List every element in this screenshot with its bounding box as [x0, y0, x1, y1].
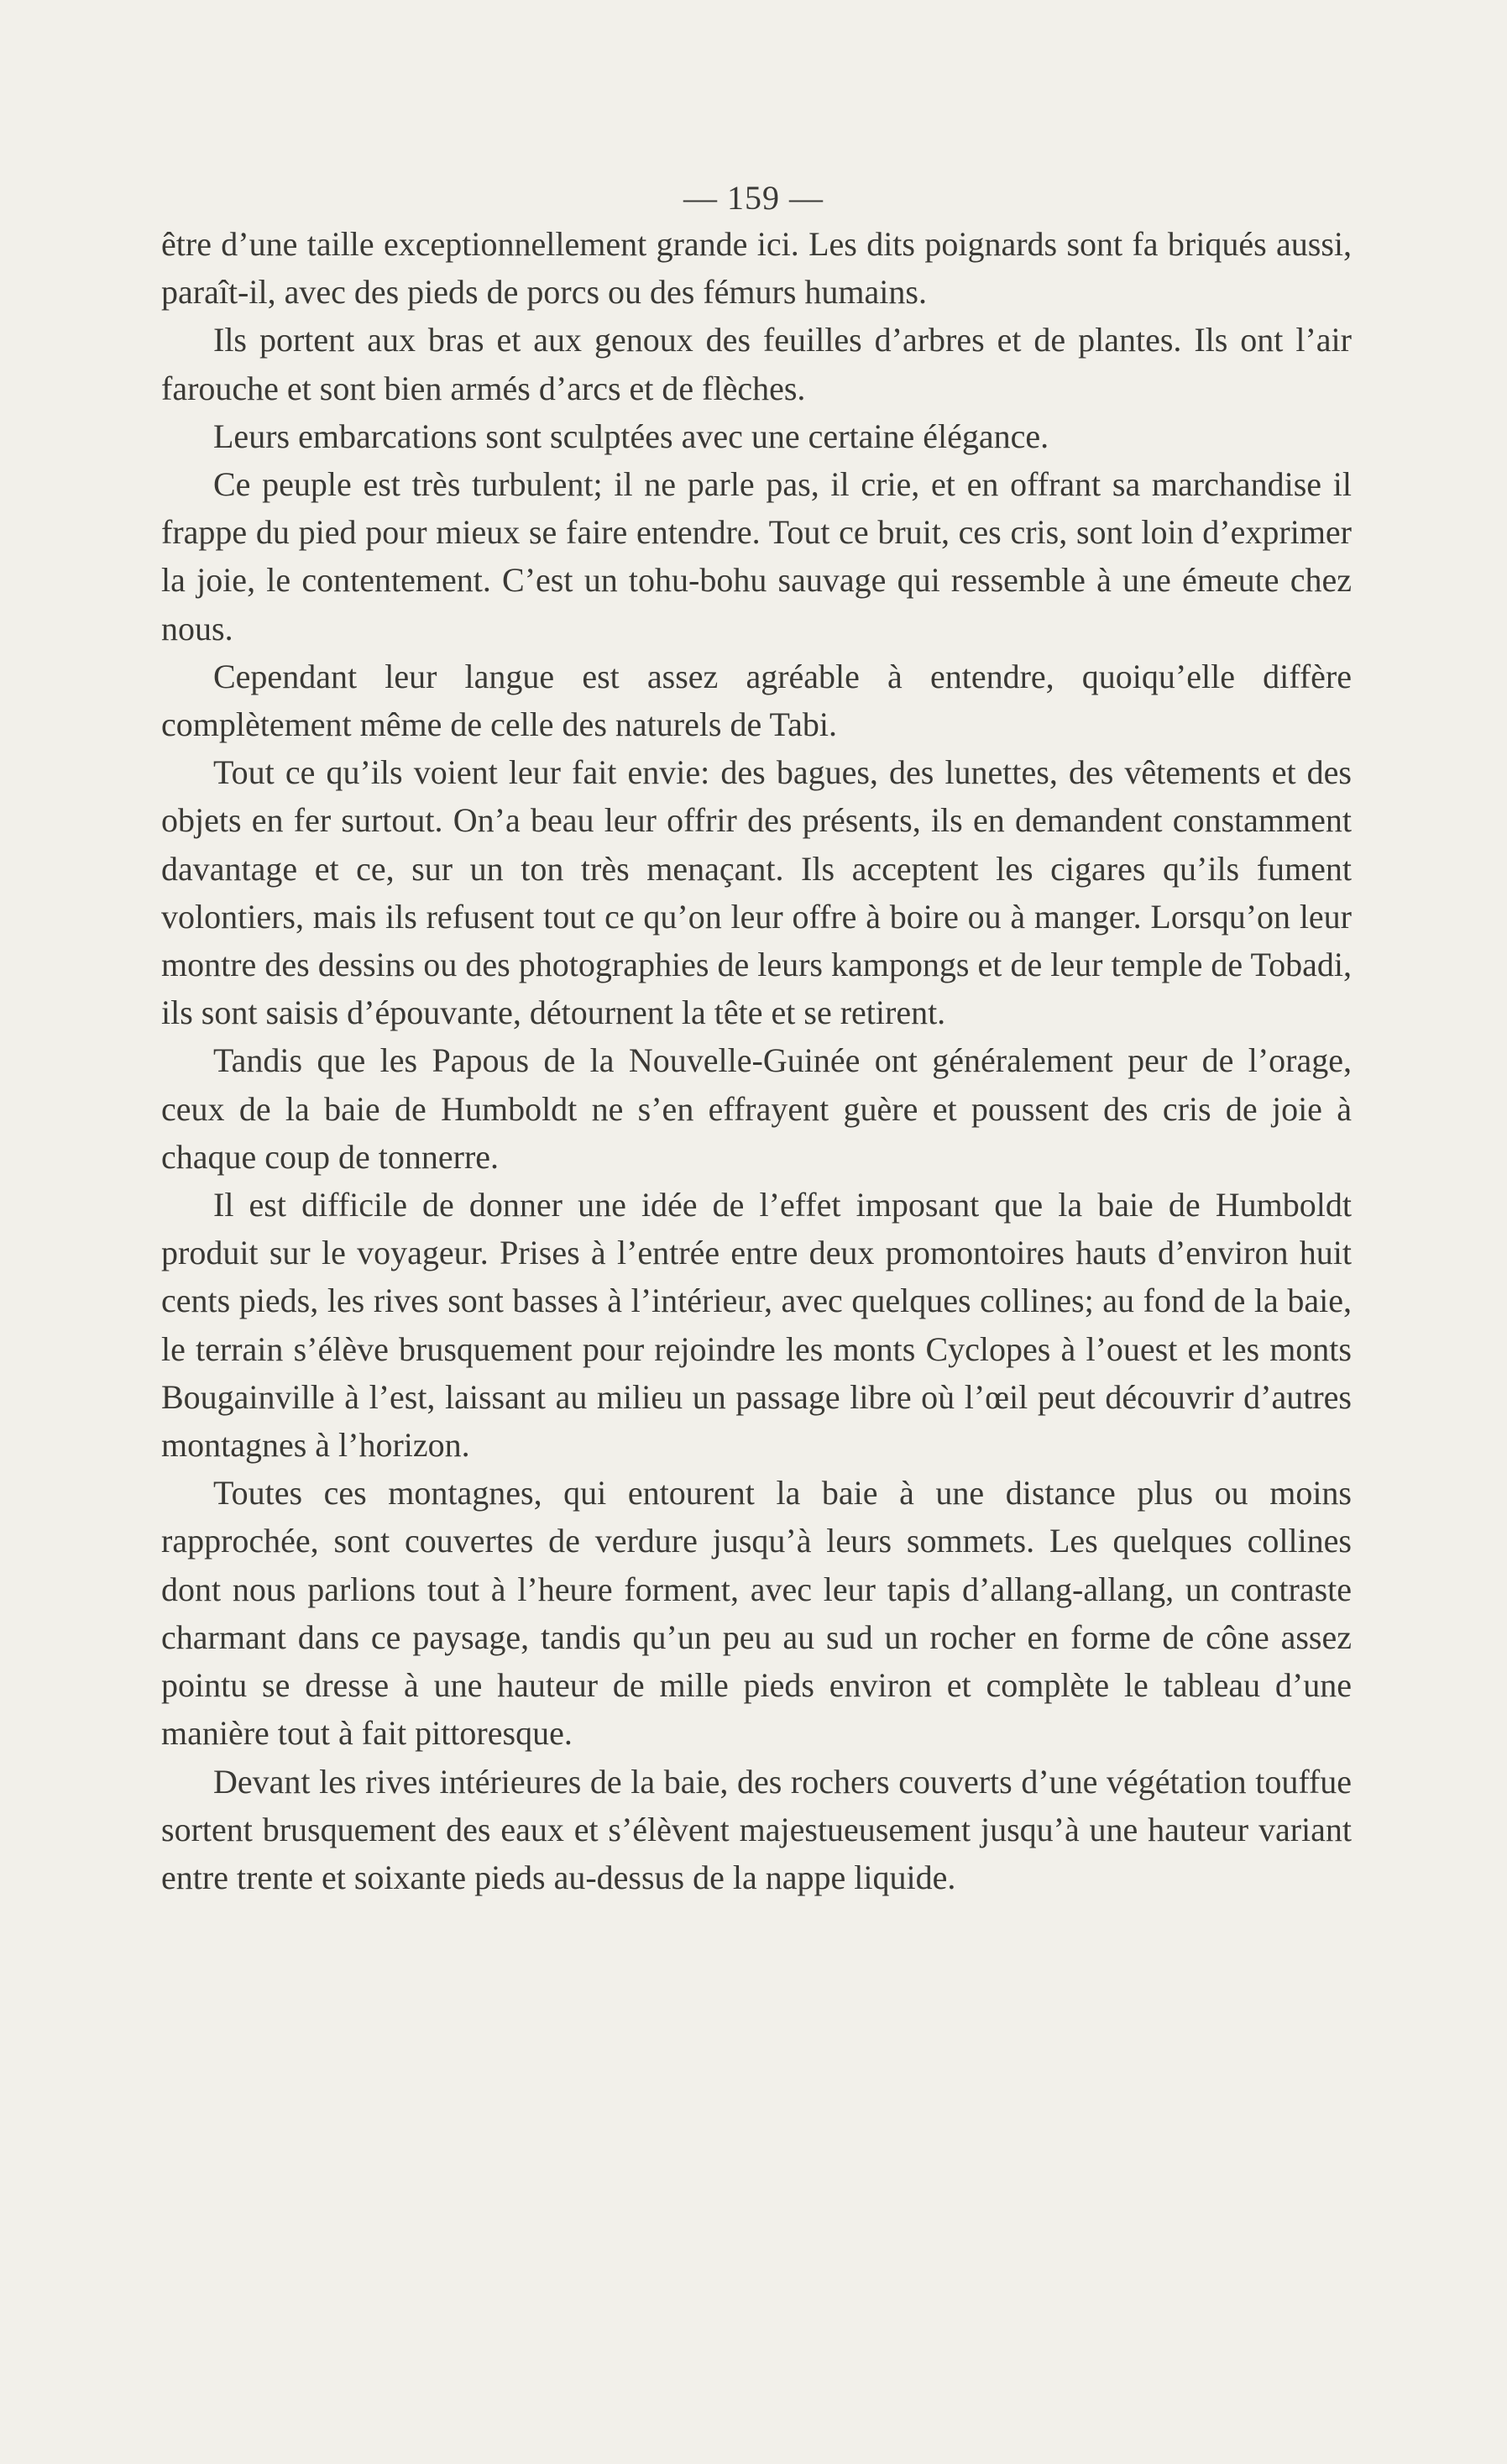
paragraph-4: Ce peuple est très turbulent; il ne parle pas, il crie, et en offrant sa marchandise il frappe du pied pour mieux se faire entendre. Tout ce bruit, ces cris, sont loin d’exprimer la joie, le contentement. C’est un tohu-bohu sauvage qui ressemble à une émeute chez nous.: [161, 465, 1352, 647]
paragraph-7: Tandis que les Papous de la Nouvelle-Guinée ont généralement peur de l’orage, ceux de la baie de Humboldt ne s’en effrayent guère et poussent des cris de joie à chaque coup de tonnerre.: [161, 1041, 1352, 1176]
page-number: — 159 —: [683, 179, 824, 217]
paragraph-3: Leurs embarcations sont sculptées avec une certaine élégance.: [213, 417, 1049, 455]
paragraph-6: Tout ce qu’ils voient leur fait envie: des bagues, des lunettes, des vêtements et des objets en fer surtout. On’a beau leur offrir des présents, ils en demandent constamment davantage et ce, sur un ton très menaçant. Ils acceptent les cigares qu’ils fument volontiers, mais ils refusent tout ce qu’on leur offre à boire ou à manger. Lorsqu’on leur montre des dessins ou des photographies de leurs kampongs et de leur temple de Tobadi, ils sont saisis d’épouvante, détournent la tête et se retirent.: [161, 753, 1352, 1032]
paragraph-9: Toutes ces montagnes, qui entourent la baie à une distance plus ou moins rapprochée, sont couvertes de verdure jusqu’à leurs sommets. Les quelques collines dont nous parlions tout à l’heure forment, avec leur tapis d’allang-allang, un contraste charmant dans ce paysage, tandis qu’un peu au sud un rocher en forme de cône assez pointu se dresse à une hauteur de mille pieds environ et complète le tableau d’une manière tout à fait pittoresque.: [161, 1474, 1352, 1753]
paragraph-1: être d’une taille exceptionnellement grande ici. Les dits poignards sont fa briqués aussi, paraît-il, avec des pieds de porcs ou des fémurs humains.: [161, 225, 1352, 312]
paragraph-8: Il est difficile de donner une idée de l’effet imposant que la baie de Humboldt produit sur le voyageur. Prises à l’entrée entre deux promontoires hauts d’environ huit cents pieds, les rives sont basses à l’intérieur, avec quelques collines; au fond de la baie, le terrain s’élève brusquement pour rejoindre les monts Cyclopes à l’ouest et les monts Bougainville à l’est, laissant au milieu un passage libre où l’œil peut découvrir d’autres montagnes à l’horizon.: [161, 1186, 1352, 1465]
body-text: [161, 220, 1352, 1901]
paragraph-2: Ils portent aux bras et aux genoux des feuilles d’arbres et de plantes. Ils ont l’air farouche et sont bien armés d’arcs et de flèches.: [161, 321, 1352, 407]
paragraph-10: Devant les rives intérieures de la baie, des rochers couverts d’une végétation touffue sortent brusquement des eaux et s’élèvent majestueusement jusqu’à une hauteur variant entre trente et soixante pieds au-dessus de la nappe liquide.: [161, 1762, 1352, 1896]
paragraph-5: Cependant leur langue est assez agréable à entendre, quoiqu’elle diffère complètement même de celle des naturels de Tabi.: [161, 657, 1352, 744]
